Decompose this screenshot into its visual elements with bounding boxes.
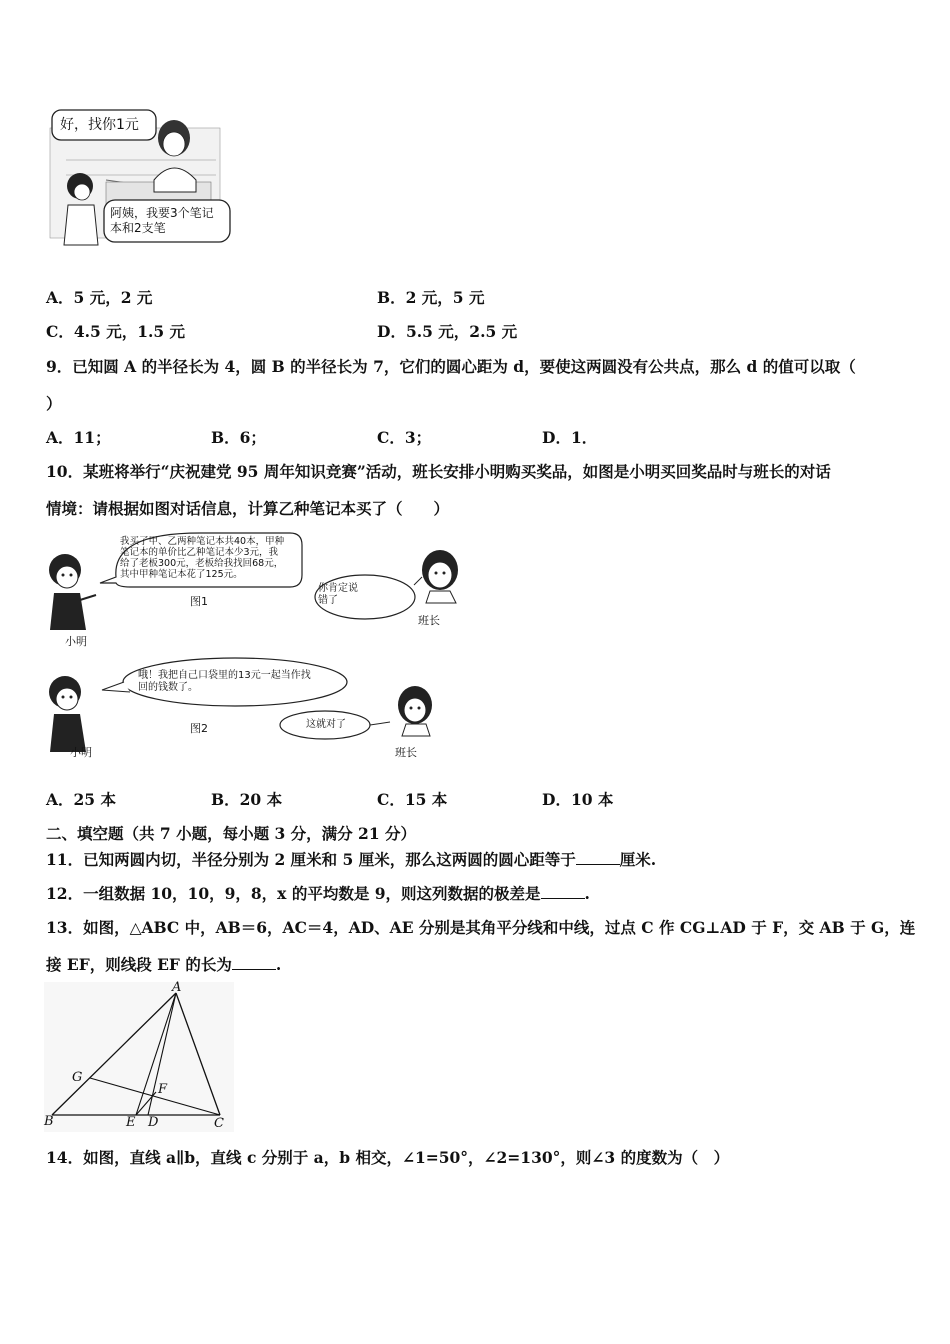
fig2-bubble-line1: 哦！我把自己口袋里的13元一起当作找 (138, 670, 311, 681)
q12-stem (46, 882, 590, 904)
fig2-caption: 图2 (190, 722, 208, 735)
fig1-caption: 图1 (190, 595, 208, 608)
q8-option-d: D．5.5 元，2.5 元 (377, 322, 518, 341)
q13-text: 接 EF，则线段 EF 的长为 (46, 955, 232, 974)
point-a-label: A (172, 980, 182, 995)
fig1-bubble-line3: 给了老板300元，老板给我找回68元， (120, 558, 284, 569)
q11-answer-blank[interactable] (576, 850, 620, 865)
point-g-label: G (72, 1070, 83, 1085)
q9-option-d: D．1． (542, 428, 598, 447)
fig1-bubble-line2: 笔记本的单价比乙种笔记本少3元，我 (120, 547, 279, 558)
fig2-bubble-line2: 回的钱数了。 (138, 682, 198, 693)
q11-stem (46, 848, 656, 870)
fig1-girl-name: 班长 (418, 614, 440, 627)
q8-bubble-top: 好，找你1元 (60, 117, 139, 133)
q10-figure-1 (40, 525, 480, 650)
q8-bubble-bottom-line2: 本和2支笔 (110, 221, 166, 235)
q10-option-a: A．25 本 (46, 790, 116, 809)
q12-text: 12．一组数据 10，10，9，8，x 的平均数是 9，则这列数据的极差是 (46, 884, 541, 903)
point-d-label: D (148, 1115, 159, 1130)
point-c-label: C (214, 1116, 224, 1131)
fig1-reply-line2: 错了 (318, 595, 338, 606)
q13-text-end: . (275, 955, 282, 974)
q10-option-b: B．20 本 (211, 790, 283, 809)
q9-option-b: B．6； (211, 428, 266, 447)
q13-triangle-figure (44, 982, 234, 1132)
point-e-label: E (126, 1115, 136, 1130)
point-f-label: F (158, 1082, 168, 1097)
q10-option-d: D．10 本 (542, 790, 614, 809)
fig1-bubble-line1: 我买了甲、乙两种笔记本共40本，甲种 (120, 536, 285, 547)
q9-option-a: A．11； (46, 428, 111, 447)
q13-stem-line2 (46, 953, 281, 975)
section-heading: 二、填空题（共 7 小题，每小题 3 分，满分 21 分） (46, 824, 417, 843)
q8-option-a: A．5 元，2 元 (46, 288, 153, 307)
q9-stem-line1: 9．已知圆 A 的半径长为 4，圆 B 的半径长为 7，它们的圆心距为 d，要使这两圆没有公共点，那么 d 的值可以取（ (46, 357, 856, 376)
fig1-boy-name: 小明 (65, 635, 87, 648)
fig2-boy-name: 小明 (70, 746, 92, 759)
q10-stem-line2: 情境：请根据如图对话信息，计算乙种笔记本买了（ ） (46, 499, 450, 518)
q10-option-c: C．15 本 (377, 790, 448, 809)
q11-text: 11．已知两圆内切，半径分别为 2 厘米和 5 厘米，那么这两圆的圆心距等于 (46, 850, 576, 869)
q8-option-b: B．2 元，5 元 (377, 288, 485, 307)
q11-text-end: 厘米. (619, 850, 657, 869)
q8-bubble-bottom-line1: 阿姨，我要3个笔记 (110, 206, 214, 220)
q14-stem: 14．如图，直线 a∥b，直线 c 分别于 a，b 相交，∠1=50°，∠2=130°，则∠3 的度数为（ ） (46, 1148, 730, 1167)
q8-figure (46, 100, 231, 250)
fig2-reply: 这就对了 (306, 719, 346, 730)
q10-stem-line1: 10．某班将举行“庆祝建党 95 周年知识竞赛”活动，班长安排小明购买奖品，如图是小明买回奖品时与班长的对话 (46, 462, 831, 481)
triangle-abc-diagram (44, 982, 234, 1132)
q13-stem-line1: 13．如图，△ABC 中，AB＝6，AC＝4，AD、AE 分别是其角平分线和中线，过点 C 作 CG⊥AD 于 F，交 AB 于 G，连 (46, 918, 916, 937)
fig2-girl-name: 班长 (395, 746, 417, 759)
q8-option-c: C．4.5 元，1.5 元 (46, 322, 186, 341)
q9-stem-line2: ） (46, 394, 62, 413)
q9-option-c: C．3； (377, 428, 432, 447)
fig1-bubble-line4: 其中甲种笔记本花了125元。 (120, 569, 243, 580)
q13-answer-blank[interactable] (232, 955, 276, 970)
point-b-label: B (44, 1114, 54, 1129)
q12-text-end: . (584, 884, 590, 903)
fig1-reply-line1: 你肯定说 (318, 583, 358, 594)
q12-answer-blank[interactable] (541, 884, 585, 899)
q10-figure-2 (40, 652, 460, 762)
